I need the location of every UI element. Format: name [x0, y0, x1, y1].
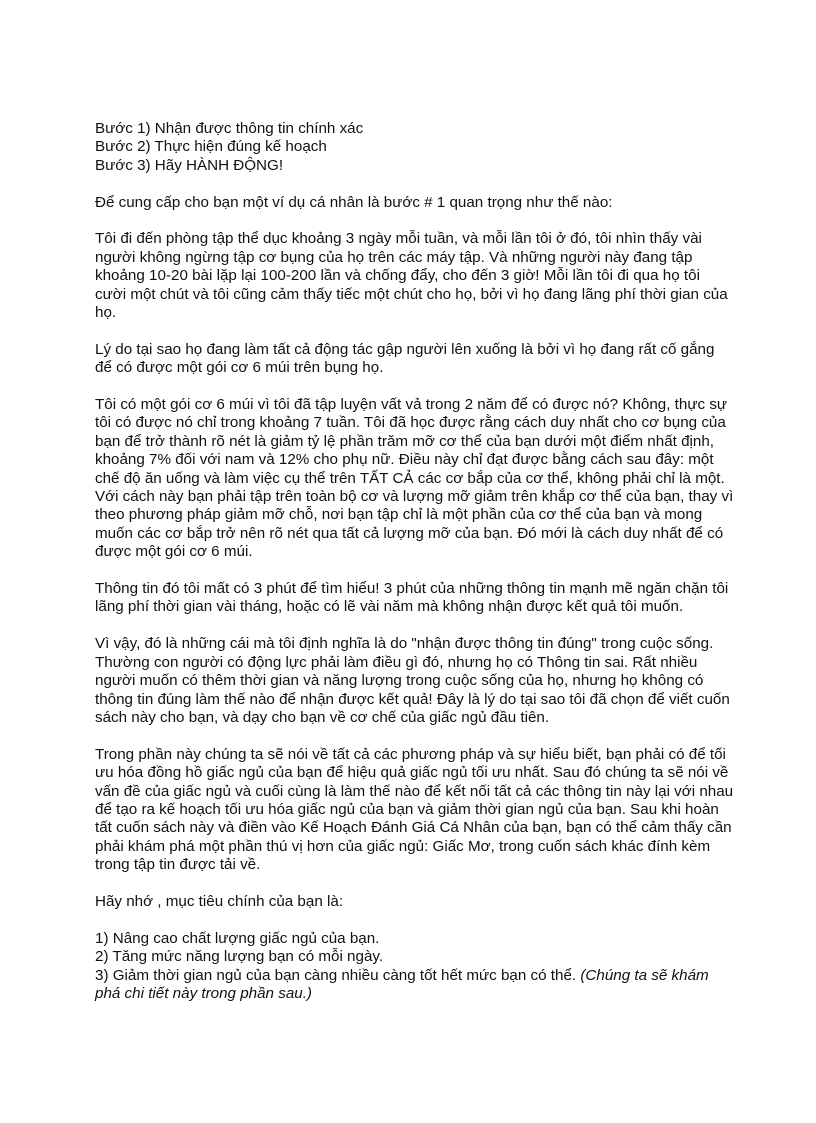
paragraph-gym: Tôi đi đến phòng tập thể dục khoảng 3 ngày mỗi tuần, và mỗi lần tôi ở đó, tôi nhìn thấy vài người không ngừng tập cơ bụng của họ trên các máy tập. Và những người này đang tập khoảng 10-20 bài lặp lại 100-200 lần và chống đẩy, cho đến 3 giờ! Mỗi lần tôi đi qua họ tôi cười một chút và tôi cũng cảm thấy tiếc một chút cho họ, bởi vì họ đang lãng phí thời gian của họ. [95, 230, 728, 322]
goals-heading: Hãy nhớ , mục tiêu chính của bạn là: [95, 892, 344, 910]
document-page [95, 120, 735, 1022]
paragraph-reason: Lý do tại sao họ đang làm tất cả động tác gập người lên xuống là bởi vì họ đang rất cố gắng để có được một gói cơ 6 múi trên bụng họ. [95, 340, 715, 377]
step-1: Bước 1) Nhận được thông tin chính xác [95, 120, 364, 137]
paragraph-section-overview: Trong phần này chúng ta sẽ nói về tất cả các phương pháp và sự hiểu biết, bạn phải có để tối ưu hóa đồng hồ giấc ngủ của bạn để hiệu quả giấc ngủ tối ưu nhất. Sau đó chúng ta sẽ nói về vấn đề của giấc ngủ và cuối cùng là làm thế nào để kết nối tất cả các thông tin này lại với nhau để tạo ra kế hoạch tối ưu hóa giấc ngủ của bạn và giảm thời gian ngủ của bạn. Sau khi hoàn tất cuốn sách này và điền vào Kế Hoạch Đánh Giá Cá Nhân của bạn, bạn có thể cảm thấy cần phải khám phá một phần thú vị hơn của giấc ngủ: Giấc Mơ, trong cuốn sách khác đính kèm trong tập tin được tải về. [95, 745, 734, 874]
goal-3 [95, 967, 735, 1004]
paragraph-right-information: Vì vậy, đó là những cái mà tôi định nghĩa là do "nhận được thông tin đúng" trong cuộc sống. Thường con người có động lực phải làm điều gì đó, nhưng họ có Thông tin sai. Rất nhiều người muốn có thêm thời gian và năng lượng trong cuộc sống của họ, nhưng họ không có thông tin đúng làm thế nào để nhận được kết quả! Đây là lý do tại sao tôi đã chọn để viết cuốn sách này cho bạn, và dạy cho bạn về cơ chế của giấc ngủ đầu tiên. [95, 635, 730, 726]
goal-3-note: (Chúng ta sẽ khám phá chi tiết này trong phần sau.) [95, 966, 709, 1002]
step-3: Bước 3) Hãy HÀNH ĐỘNG! [95, 156, 284, 174]
goal-1: 1) Nâng cao chất lượng giấc ngủ của bạn. [95, 929, 380, 947]
goal-3-text: 3) Giảm thời gian ngủ của bạn càng nhiều càng tốt hết mức bạn có thể. [95, 966, 577, 984]
goal-2: 2) Tăng mức năng lượng bạn có mỗi ngày. [95, 948, 384, 966]
step-2: Bước 2) Thực hiện đúng kế hoạch [95, 138, 327, 156]
paragraph-six-pack: Tôi có một gói cơ 6 múi vì tôi đã tập luyện vất vả trong 2 năm để có được nó? Không, thực sự tôi có được nó chỉ trong khoảng 7 tuần. Tôi đã học được rằng cách duy nhất cho cơ bụng của bạn để trở thành rõ nét là giảm tỷ lệ phần trăm mỡ cơ thể của bạn dưới một điểm nhất định, khoảng 7% đối với nam và 12% cho phụ nữ. Điều này chỉ đạt được bằng cách sau đây: một chế độ ăn uống và làm việc cụ thể trên TẤT CẢ các cơ bắp của cơ thể, không phải chỉ là một. Với cách này bạn phải tập trên toàn bộ cơ và lượng mỡ giảm trên khắp cơ thể của bạn, thay vì theo phương pháp giảm mỡ chỗ, nơi bạn tập chỉ là một phần của cơ thể của bạn và mong muốn các cơ bắp trở nên rõ nét qua tất cả lượng mỡ của bạn. Đó mới là cách duy nhất để có được một gói cơ 6 múi. [95, 396, 734, 561]
intro-paragraph: Để cung cấp cho bạn một ví dụ cá nhân là bước # 1 quan trọng như thế nào: [95, 193, 613, 211]
steps-list [95, 120, 735, 175]
goals-list [95, 930, 735, 1004]
paragraph-three-minutes: Thông tin đó tôi mất có 3 phút để tìm hiểu! 3 phút của những thông tin mạnh mẽ ngăn chặn tôi lãng phí thời gian vài tháng, hoặc có lẽ vài năm mà không nhận được kết quả tôi muốn. [95, 580, 729, 616]
